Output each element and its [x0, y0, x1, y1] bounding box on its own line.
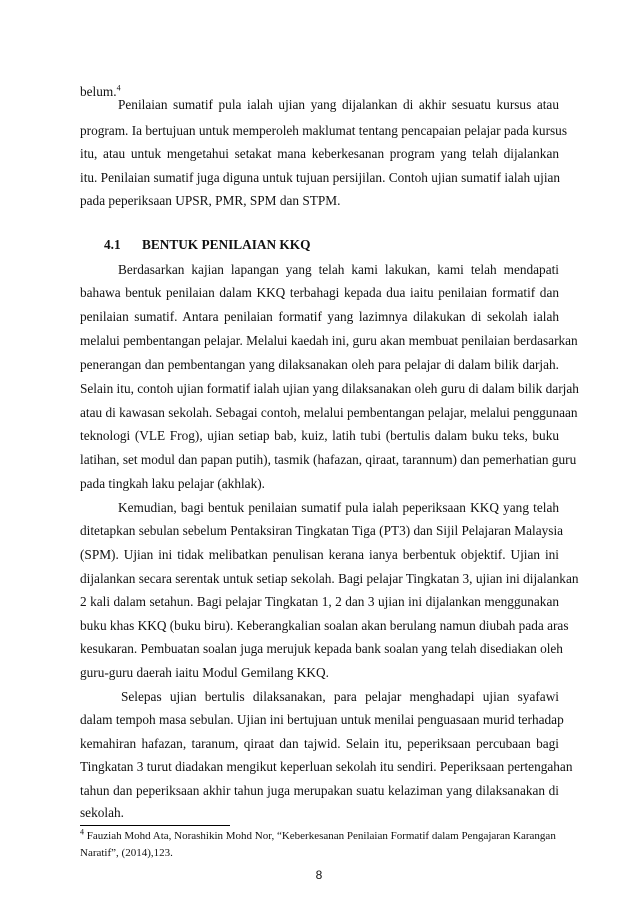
text-line: bahawa bentuk penilaian dalam KKQ terbahagi kepada dua iaitu penilaian formatif dan	[80, 285, 559, 300]
text-line: kemahiran hafazan, taranum, qiraat dan tajwid. Selain itu, peperiksaan percubaan bagi	[80, 736, 559, 751]
text-line: latihan, set modul dan papan putih), tasmik (hafazan, qiraat, tarannum) dan pemerhatian guru	[80, 452, 577, 467]
text-line: pada tingkah laku pelajar (akhlak).	[80, 476, 265, 491]
text-line: sekolah.	[80, 805, 124, 820]
text-line: melalui pembentangan pelajar. Melalui kaedah ini, guru akan membuat penilaian berdasarkan	[80, 333, 578, 348]
text-line: teknologi (VLE Frog), ujian setiap bab, kuiz, latih tubi (bertulis dalam buku teks, buku	[80, 428, 559, 443]
text-line: kesukaran. Pembuatan soalan juga merujuk kepada bank soalan yang telah disediakan oleh	[80, 641, 563, 656]
text-line: tahun dan peperiksaan akhir tahun juga merupakan suatu kelaziman yang dilaksanakan di	[80, 783, 559, 798]
footnote-marker: 4	[80, 827, 84, 837]
text-line: ditetapkan sebulan sebelum Pentaksiran Tingkatan Tiga (PT3) dan Sijil Pelajaran Malaysia	[80, 523, 564, 538]
text-line: dijalankan secara serentak untuk setiap sekolah. Bagi pelajar Tingkatan 3, ujian ini dijalankan	[80, 571, 579, 586]
section-heading	[104, 233, 310, 257]
footnote-line	[80, 828, 559, 845]
text-line: (SPM). Ujian ini tidak melibatkan penulisan kerana ianya berbentuk objektif. Ujian ini	[80, 547, 559, 562]
text-line: 2 kali dalam setahun. Bagi pelajar Tingkatan 1, 2 dan 3 ujian ini dijalankan menggunakan	[80, 594, 559, 609]
text-line: Kemudian, bagi bentuk penilaian sumatif pula ialah peperiksaan KKQ yang telah	[118, 500, 559, 515]
text-line: Tingkatan 3 turut diadakan mengikut keperluan sekolah itu sendiri. Peperiksaan pertengahan	[80, 759, 573, 774]
page-number: 8	[315, 868, 323, 882]
text-line: penilaian sumatif. Antara penilaian formatif yang lazimnya dilakukan di sekolah ialah	[80, 309, 559, 324]
footnote-line: Naratif”, (2014),123.	[80, 847, 173, 859]
text-line: program. Ia bertujuan untuk memperoleh maklumat tentang pencapaian pelajar pada kursus	[80, 123, 568, 138]
text-line: pada peperiksaan UPSR, PMR, SPM dan STPM.	[80, 193, 341, 208]
text-line: Penilaian sumatif pula ialah ujian yang dijalankan di akhir sesuatu kursus atau	[118, 97, 559, 112]
text-line: Selain itu, contoh ujian formatif ialah ujian yang dilaksanakan oleh guru di dalam bilik darjah	[80, 381, 579, 396]
text-line: itu. Penilaian sumatif juga diguna untuk tujuan persijilan. Contoh ujian sumatif ialah ujian	[80, 170, 561, 185]
text-line: Berdasarkan kajian lapangan yang telah kami lakukan, kami telah mendapati	[118, 262, 559, 277]
footnote-text: Fauziah Mohd Ata, Norashikin Mohd Nor, “Keberkesanan Penilaian Formatif dalam Pengajaran Karangan	[84, 830, 556, 842]
text-line: Selepas ujian bertulis dilaksanakan, para pelajar menghadapi ujian syafawi	[121, 689, 559, 704]
text-line: atau di kawasan sekolah. Sebagai contoh, melalui pembentangan pelajar, melalui penggunaan	[80, 405, 578, 420]
section-title: BENTUK PENILAIAN KKQ	[142, 237, 311, 252]
text-line: itu, atau untuk mengetahui setakat mana keberkesanan program yang telah dijalankan	[80, 146, 559, 161]
footnote-reference: 4	[116, 83, 121, 93]
section-number: 4.1	[104, 237, 121, 252]
footnote-divider	[80, 825, 230, 826]
text-line-content: belum.	[80, 84, 117, 99]
text-line: dalam tempoh masa sebulan. Ujian ini bertujuan untuk menilai penguasaan murid terhadap	[80, 712, 564, 727]
text-line: guru-guru daerah iaitu Modul Gemilang KKQ.	[80, 665, 329, 680]
text-line: penerangan dan pembentangan yang dilaksanakan oleh para pelajar di dalam bilik darjah.	[80, 357, 559, 372]
text-line: buku khas KKQ (buku biru). Keberangkalian soalan akan berulang namun diubah pada aras	[80, 618, 569, 633]
